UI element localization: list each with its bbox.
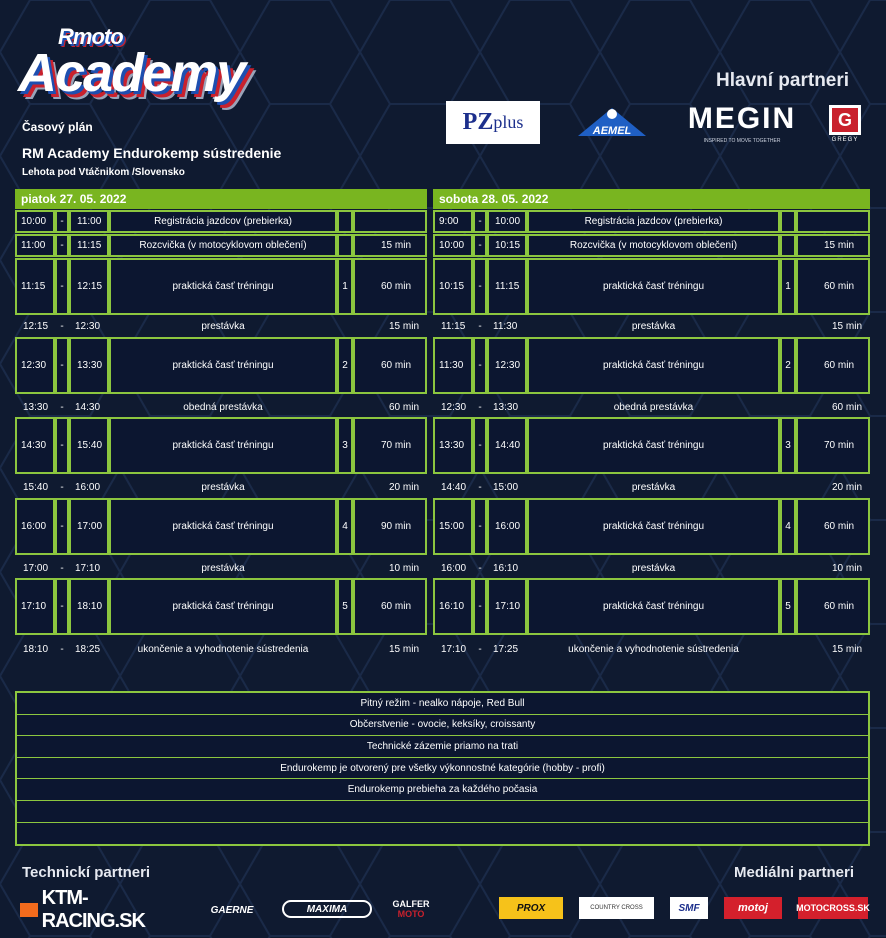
- cell-num: [780, 234, 796, 257]
- schedule-row: [15, 210, 427, 233]
- schedule-row: [433, 337, 870, 394]
- cell-num: 3: [337, 417, 353, 474]
- cell-desc: praktická časť tréningu: [109, 337, 337, 394]
- schedule-row: [15, 479, 427, 495]
- gaerne-logo: GAERNE: [210, 904, 254, 916]
- cell-from: 12:30: [15, 337, 55, 394]
- cell-dur: 90 min: [353, 498, 427, 555]
- info-row: [17, 823, 868, 845]
- cell-sep: -: [55, 210, 69, 233]
- cell-dur: 15 min: [831, 643, 862, 655]
- schedule-row: [433, 641, 870, 657]
- gregy-logo-mark: G: [829, 105, 861, 135]
- cell-sep: -: [473, 234, 487, 257]
- cell-dur: 15 min: [353, 234, 427, 257]
- cell-dur: 60 min: [353, 337, 427, 394]
- info-row: Pitný režim - nealko nápoje, Red Bull: [17, 693, 868, 715]
- cell-dur: 70 min: [353, 417, 427, 474]
- cell-desc: praktická časť tréningu: [109, 417, 337, 474]
- cell-desc: Rozcvička (v motocyklovom oblečení): [109, 234, 337, 257]
- cell-sep: -: [478, 481, 482, 493]
- cell-from: 16:10: [433, 578, 473, 635]
- cell-from: 18:10: [23, 643, 49, 655]
- cell-to: 16:10: [493, 562, 519, 574]
- cell-num: [780, 210, 796, 233]
- cell-to: 10:00: [487, 210, 527, 233]
- cell-to: 16:00: [75, 481, 101, 493]
- cell-sep: -: [60, 481, 64, 493]
- cell-desc: prestávka: [201, 481, 245, 493]
- cell-desc: praktická časť tréningu: [527, 578, 780, 635]
- schedule-row: [433, 578, 870, 635]
- cell-sep: -: [473, 210, 487, 233]
- schedule-row: [433, 479, 870, 495]
- megin-logo: [680, 102, 804, 146]
- schedule-row: [15, 498, 427, 555]
- cell-to: 13:30: [69, 337, 109, 394]
- galfer-logo-moto: MOTO: [397, 909, 425, 919]
- cell-to: 12:30: [75, 320, 101, 332]
- cell-desc: obedná prestávka: [613, 401, 694, 413]
- cell-num: 1: [337, 258, 353, 315]
- cell-to: 15:00: [493, 481, 519, 493]
- cell-dur: 60 min: [831, 401, 862, 413]
- cell-dur: 70 min: [796, 417, 870, 474]
- event-place: Lehota pod Vtáčnikom /Slovensko: [22, 167, 185, 178]
- cell-num: [337, 210, 353, 233]
- cell-dur: 60 min: [353, 258, 427, 315]
- day-header: sobota 28. 05. 2022: [433, 189, 870, 209]
- ktm-racing-text: KTM-RACING.SK: [41, 887, 145, 932]
- schedule-row: [433, 560, 870, 576]
- cell-num: [337, 234, 353, 257]
- cell-desc: praktická časť tréningu: [109, 258, 337, 315]
- cell-from: 11:00: [15, 234, 55, 257]
- cell-num: 1: [780, 258, 796, 315]
- cell-to: 14:30: [75, 401, 101, 413]
- cell-sep: -: [473, 417, 487, 474]
- cell-to: 10:15: [487, 234, 527, 257]
- cell-num: 4: [780, 498, 796, 555]
- cell-sep: -: [473, 337, 487, 394]
- cell-dur: 20 min: [388, 481, 419, 493]
- cell-dur: 15 min: [388, 643, 419, 655]
- cell-desc: praktická časť tréningu: [527, 498, 780, 555]
- cell-desc: prestávka: [631, 320, 676, 332]
- schedule-row: [433, 399, 870, 415]
- schedule-row: [15, 578, 427, 635]
- cell-to: 17:25: [493, 643, 519, 655]
- country-cross-logo: COUNTRY CROSS: [579, 897, 654, 919]
- cell-to: 13:30: [493, 401, 519, 413]
- aemel-logo-icon: [574, 102, 650, 140]
- cell-from: 10:00: [433, 234, 473, 257]
- schedule-row: [433, 258, 870, 315]
- cell-desc: Rozcvička (v motocyklovom oblečení): [527, 234, 780, 257]
- cell-from: 15:00: [433, 498, 473, 555]
- cell-dur: 60 min: [796, 258, 870, 315]
- cell-sep: -: [55, 337, 69, 394]
- cell-to: 14:40: [487, 417, 527, 474]
- info-row: [17, 801, 868, 823]
- logo-academy: Academy: [18, 43, 245, 103]
- schedule-row: [433, 318, 870, 334]
- cell-to: 11:00: [69, 210, 109, 233]
- maxima-logo: MAXIMA: [282, 900, 372, 918]
- cell-from: 17:10: [15, 578, 55, 635]
- cell-desc: Registrácia jazdcov (prebierka): [527, 210, 780, 233]
- schedule-row: [433, 498, 870, 555]
- cell-desc: praktická časť tréningu: [527, 258, 780, 315]
- ktm-racing-logo: [20, 887, 188, 932]
- ktm-square-icon: [20, 903, 38, 917]
- schedule-row: [433, 234, 870, 257]
- cell-dur: 60 min: [388, 401, 419, 413]
- cell-from: 13:30: [23, 401, 49, 413]
- gregy-logo: [826, 103, 864, 145]
- cell-num: 2: [337, 337, 353, 394]
- cell-from: 15:40: [23, 481, 49, 493]
- pzplus-logo-text2: plus: [493, 112, 524, 132]
- cell-dur: 60 min: [796, 578, 870, 635]
- cell-desc: obedná prestávka: [183, 401, 263, 413]
- cell-dur: 60 min: [796, 337, 870, 394]
- cell-sep: -: [473, 578, 487, 635]
- logo-rmoto: Rmoto: [58, 24, 123, 49]
- schedule-row: [15, 234, 427, 257]
- cell-sep: -: [55, 498, 69, 555]
- cell-to: 12:15: [69, 258, 109, 315]
- schedule-row: [433, 210, 870, 233]
- cell-dur: 60 min: [353, 578, 427, 635]
- cell-from: 11:15: [441, 320, 466, 332]
- cell-num: 2: [780, 337, 796, 394]
- cell-dur: 20 min: [831, 481, 862, 493]
- cell-num: 4: [337, 498, 353, 555]
- schedule-row: [15, 399, 427, 415]
- schedule-row: [15, 417, 427, 474]
- cell-dur: [353, 210, 427, 233]
- cell-from: 12:30: [441, 401, 467, 413]
- schedule-row: [15, 258, 427, 315]
- cell-from: 16:00: [15, 498, 55, 555]
- cell-to: 17:00: [69, 498, 109, 555]
- cell-desc: prestávka: [631, 562, 676, 574]
- cell-sep: -: [478, 562, 482, 574]
- cell-from: 10:00: [15, 210, 55, 233]
- cell-desc: Registrácia jazdcov (prebierka): [109, 210, 337, 233]
- cell-from: 9:00: [433, 210, 473, 233]
- cell-to: 17:10: [487, 578, 527, 635]
- cell-sep: -: [55, 417, 69, 474]
- info-row: Technické zázemie priamo na trati: [17, 736, 868, 758]
- cell-dur: 10 min: [831, 562, 862, 574]
- cell-desc: praktická časť tréningu: [527, 417, 780, 474]
- cell-dur: [796, 210, 870, 233]
- motocross-sk-logo: MOTOCROSS.SK: [798, 897, 868, 919]
- cell-to: 18:25: [75, 643, 101, 655]
- megin-logo-text: MEGIN: [687, 102, 797, 135]
- cell-dur: 15 min: [831, 320, 862, 332]
- schedule-row: [15, 560, 427, 576]
- cell-sep: -: [55, 258, 69, 315]
- cell-desc: ukončenie a vyhodnotenie sústredenia: [137, 643, 309, 655]
- megin-logo-tagline: INSPIRED TO MOVE TOGETHER: [703, 138, 781, 144]
- cell-sep: -: [60, 401, 64, 413]
- info-row: Občerstvenie - ovocie, keksíky, croissanty: [17, 715, 868, 737]
- cell-desc: prestávka: [631, 481, 676, 493]
- schedule-row: [15, 337, 427, 394]
- galfer-logo: [386, 898, 436, 920]
- cell-from: 17:10: [441, 643, 467, 655]
- cell-sep: -: [473, 258, 487, 315]
- motoj-logo: motoj: [724, 897, 782, 919]
- gregy-logo-name: GREGY: [831, 137, 859, 143]
- cell-sep: -: [60, 643, 64, 655]
- cell-from: 16:00: [441, 562, 467, 574]
- schedule-row: [433, 417, 870, 474]
- cell-from: 14:30: [15, 417, 55, 474]
- cell-from: 11:15: [15, 258, 55, 315]
- schedule-row: [15, 318, 427, 334]
- cell-desc: prestávka: [201, 320, 245, 332]
- event-title: RM Academy Endurokemp sústredenie: [22, 145, 282, 161]
- cell-from: 13:30: [433, 417, 473, 474]
- main-partners-title: Hlavní partneri: [716, 70, 850, 91]
- cell-desc: praktická časť tréningu: [527, 337, 780, 394]
- cell-sep: -: [55, 234, 69, 257]
- cell-from: 17:00: [23, 562, 49, 574]
- cell-dur: 60 min: [796, 498, 870, 555]
- cell-from: 14:40: [441, 481, 467, 493]
- technical-partners-title: Technickí partneri: [22, 864, 151, 881]
- cell-desc: praktická časť tréningu: [109, 498, 337, 555]
- cell-num: 5: [780, 578, 796, 635]
- cell-dur: 15 min: [796, 234, 870, 257]
- cell-desc: prestávka: [201, 562, 245, 574]
- smf-logo: SMF: [670, 897, 708, 919]
- cell-sep: -: [478, 320, 482, 332]
- cell-sep: -: [478, 643, 482, 655]
- info-row: Endurokemp prebieha za každého počasia: [17, 779, 868, 801]
- prox-logo: PROX: [499, 897, 563, 919]
- cell-desc: ukončenie a vyhodnotenie sústredenia: [568, 643, 739, 655]
- plan-label: Časový plán: [22, 120, 93, 134]
- cell-desc: praktická časť tréningu: [109, 578, 337, 635]
- cell-to: 17:10: [75, 562, 101, 574]
- schedule-row: [15, 641, 427, 657]
- media-partners-title: Mediálni partneri: [734, 864, 855, 881]
- aemel-logo: [574, 102, 650, 140]
- cell-to: 12:30: [487, 337, 527, 394]
- cell-to: 11:30: [493, 320, 518, 332]
- cell-from: 10:15: [433, 258, 473, 315]
- cell-sep: -: [60, 562, 64, 574]
- cell-from: 11:30: [433, 337, 473, 394]
- cell-to: 15:40: [69, 417, 109, 474]
- cell-num: 5: [337, 578, 353, 635]
- aemel-logo-text: AEMEL: [592, 125, 632, 137]
- day-header: piatok 27. 05. 2022: [15, 189, 427, 209]
- cell-dur: 15 min: [388, 320, 419, 332]
- cell-to: 18:10: [69, 578, 109, 635]
- cell-sep: -: [473, 498, 487, 555]
- info-row: Endurokemp je otvorený pre všetky výkonnostné kategórie (hobby - profi): [17, 758, 868, 780]
- cell-dur: 10 min: [388, 562, 419, 574]
- galfer-logo-text: GALFER: [392, 899, 430, 909]
- pzplus-logo: [446, 101, 540, 144]
- cell-to: 11:15: [487, 258, 527, 315]
- cell-to: 16:00: [487, 498, 527, 555]
- cell-sep: -: [55, 578, 69, 635]
- cell-to: 11:15: [69, 234, 109, 257]
- cell-from: 12:15: [23, 320, 49, 332]
- info-box: [15, 691, 870, 846]
- cell-sep: -: [478, 401, 482, 413]
- cell-sep: -: [60, 320, 64, 332]
- pzplus-logo-text: PZ: [462, 109, 494, 135]
- cell-num: 3: [780, 417, 796, 474]
